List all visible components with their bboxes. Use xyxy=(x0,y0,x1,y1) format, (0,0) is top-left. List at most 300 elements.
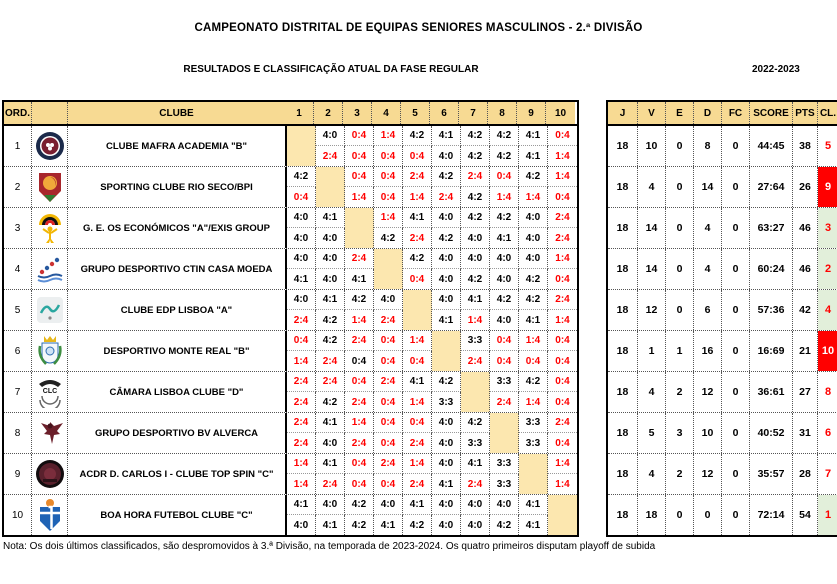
stat-cell-score: 63:27 xyxy=(750,208,793,248)
stat-cell-d: 12 xyxy=(694,454,722,494)
club-row xyxy=(4,453,577,494)
result-cell: 2:4 xyxy=(287,372,316,392)
result-cell: 0:4 xyxy=(374,146,403,166)
ord-cell: 5 xyxy=(4,290,32,330)
result-cell: 2:4 xyxy=(403,474,432,494)
result-cell: 4:2 xyxy=(374,228,403,248)
header-cell-round-5: 5 xyxy=(401,102,430,124)
result-cell: 2:4 xyxy=(374,372,403,392)
result-cell: 2:4 xyxy=(548,413,577,433)
result-cell: 2:4 xyxy=(461,167,490,187)
header-cell-e: E xyxy=(666,102,694,124)
stat-cell-e: 2 xyxy=(666,454,694,494)
result-cell: 2:4 xyxy=(374,310,403,330)
results-grid xyxy=(285,331,577,371)
result-cell: 1:4 xyxy=(548,249,577,269)
club-row xyxy=(4,248,577,289)
club-row xyxy=(4,126,577,166)
classification-row xyxy=(608,330,837,371)
result-cell: 1:4 xyxy=(555,478,570,490)
result-cell: 4:0 xyxy=(432,495,461,515)
result-cell: 0:4 xyxy=(555,191,570,203)
club-row xyxy=(4,412,577,453)
diagonal-cell xyxy=(461,372,490,412)
stat-cell-score: 16:69 xyxy=(750,331,793,371)
result-cell: 4:1 xyxy=(461,290,490,310)
result-cell: 0:4 xyxy=(345,126,374,146)
result-cell: 0:4 xyxy=(490,351,519,371)
result-cell: 4:0 xyxy=(287,290,316,310)
result-cell: 4:0 xyxy=(374,495,403,515)
header-cell-cl: CL. xyxy=(818,102,837,124)
stat-cell-e: 0 xyxy=(666,208,694,248)
classification-cell: 6 xyxy=(824,427,832,439)
result-cell: 2:4 xyxy=(555,232,570,244)
result-cell: 1:4 xyxy=(555,314,570,326)
stat-cell-v: 18 xyxy=(638,495,666,535)
result-cell: 4:1 xyxy=(345,269,374,289)
stat-cell-j: 18 xyxy=(608,290,638,330)
result-cell: 4:2 xyxy=(490,515,519,535)
result-cell: 4:1 xyxy=(519,495,548,515)
header-cell-round-7: 7 xyxy=(459,102,488,124)
stat-cell-j: 18 xyxy=(608,372,638,412)
club-name-cell: BOA HORA FUTEBOL CLUBE "C" xyxy=(100,509,253,521)
result-cell: 3:3 xyxy=(490,454,519,474)
result-cell: 2:4 xyxy=(345,392,374,412)
result-cell: 0:4 xyxy=(403,269,432,289)
results-grid xyxy=(285,413,577,453)
result-cell: 2:4 xyxy=(548,208,577,228)
club-crest-icon xyxy=(32,331,68,371)
header-cell-pts: PTS xyxy=(793,102,818,124)
result-cell: 4:2 xyxy=(519,167,548,187)
result-cell: 1:4 xyxy=(548,454,577,474)
result-cell: 4:0 xyxy=(432,515,461,535)
result-cell: 0:4 xyxy=(519,351,548,371)
header-cell-round-8: 8 xyxy=(488,102,517,124)
club-row xyxy=(4,166,577,207)
results-table xyxy=(2,100,579,537)
result-cell: 1:4 xyxy=(403,392,432,412)
club-row xyxy=(4,494,577,535)
result-cell: 1:4 xyxy=(287,474,316,494)
result-cell: 0:4 xyxy=(345,167,374,187)
diagonal-cell xyxy=(490,413,519,453)
classification-cell: 3 xyxy=(818,208,837,248)
ord-cell: 4 xyxy=(4,249,32,289)
result-cell: 2:4 xyxy=(432,187,461,207)
classification-cell: 5 xyxy=(824,140,832,152)
result-cell: 0:4 xyxy=(555,355,570,367)
club-name-cell: GRUPO DESPORTIVO CTIN CASA MOEDA xyxy=(80,263,273,275)
classification-cell: 10 xyxy=(818,331,837,371)
result-cell: 3:3 xyxy=(461,331,490,351)
result-cell: 2:4 xyxy=(345,433,374,453)
classification-table xyxy=(606,100,837,537)
stat-cell-score: 40:52 xyxy=(750,413,793,453)
footnote: Nota: Os dois últimos classificados, são despromovidos à 3.ª Divisão, na temporada de 2023-2024. Os quatro primeiros disputam playoff de subida xyxy=(3,541,656,552)
result-cell: 1:4 xyxy=(555,150,570,162)
result-cell: 4:2 xyxy=(461,208,490,228)
result-cell: 4:1 xyxy=(519,146,548,166)
result-cell: 0:4 xyxy=(403,413,432,433)
stat-cell-score: 27:64 xyxy=(750,167,793,207)
diagonal-cell xyxy=(519,454,548,494)
stat-cell-j: 18 xyxy=(608,208,638,248)
club-name-cell: SPORTING CLUBE RIO SECO/BPI xyxy=(100,181,253,193)
result-cell: 2:4 xyxy=(287,392,316,412)
result-cell: 0:4 xyxy=(490,331,519,351)
classification-row xyxy=(608,289,837,330)
result-cell: 1:4 xyxy=(345,413,374,433)
result-cell: 4:2 xyxy=(490,208,519,228)
diagonal-cell xyxy=(287,126,316,166)
result-cell: 4:0 xyxy=(519,208,548,228)
result-cell: 0:4 xyxy=(490,167,519,187)
result-cell: 4:0 xyxy=(316,433,345,453)
club-crest-icon xyxy=(32,290,68,330)
result-cell: 2:4 xyxy=(374,454,403,474)
result-cell: 2:4 xyxy=(403,167,432,187)
result-cell: 4:0 xyxy=(519,249,548,269)
header-cell-round-4: 4 xyxy=(372,102,401,124)
result-cell: 0:4 xyxy=(374,413,403,433)
stat-cell-d: 10 xyxy=(694,413,722,453)
result-cell: 4:1 xyxy=(490,228,519,248)
stat-cell-fc: 0 xyxy=(722,413,750,453)
classification-cell: 4 xyxy=(818,290,837,330)
result-cell: 0:4 xyxy=(287,187,316,207)
result-cell: 4:2 xyxy=(345,290,374,310)
ord-cell: 9 xyxy=(4,454,32,494)
result-cell: 4:0 xyxy=(316,249,345,269)
result-cell: 2:4 xyxy=(403,433,432,453)
result-cell: 4:2 xyxy=(432,372,461,392)
result-cell: 4:1 xyxy=(374,515,403,535)
result-cell: 1:4 xyxy=(519,392,548,412)
result-cell: 4:0 xyxy=(432,249,461,269)
result-cell: 4:1 xyxy=(316,208,345,228)
result-cell: 4:1 xyxy=(432,126,461,146)
results-grid xyxy=(285,249,577,289)
result-cell: 1:4 xyxy=(403,331,432,351)
result-cell: 4:1 xyxy=(316,515,345,535)
result-cell: 0:4 xyxy=(345,474,374,494)
ord-cell: 2 xyxy=(4,167,32,207)
classification-cell: 1 xyxy=(818,495,837,535)
stat-cell-pts: 46 xyxy=(793,208,818,248)
club-name-cell: CLUBE EDP LISBOA "A" xyxy=(120,304,233,316)
stat-cell-j: 18 xyxy=(608,167,638,207)
result-cell: 0:4 xyxy=(345,372,374,392)
result-cell: 2:4 xyxy=(461,474,490,494)
stat-cell-pts: 46 xyxy=(793,249,818,289)
results-grid xyxy=(285,208,577,248)
ord-cell: 7 xyxy=(4,372,32,412)
result-cell: 0:4 xyxy=(403,146,432,166)
classification-row xyxy=(608,412,837,453)
result-cell: 0:4 xyxy=(403,351,432,371)
result-cell: 0:4 xyxy=(555,273,570,285)
stat-cell-score: 35:57 xyxy=(750,454,793,494)
result-cell: 0:4 xyxy=(548,126,577,146)
classification-cell: 2 xyxy=(818,249,837,289)
stat-cell-score: 36:61 xyxy=(750,372,793,412)
club-crest-icon xyxy=(32,495,68,535)
result-cell: 4:1 xyxy=(519,126,548,146)
diagonal-cell xyxy=(345,208,374,248)
stat-cell-j: 18 xyxy=(608,495,638,535)
result-cell: 2:4 xyxy=(490,392,519,412)
classification-row xyxy=(608,248,837,289)
header-cell-logo-spacer xyxy=(32,102,68,124)
result-cell: 1:4 xyxy=(490,187,519,207)
result-cell: 1:4 xyxy=(287,454,316,474)
club-crest-icon xyxy=(32,249,68,289)
classification-row xyxy=(608,126,837,166)
result-cell: 4:2 xyxy=(519,290,548,310)
classification-cell: 8 xyxy=(824,386,832,398)
diagonal-cell xyxy=(374,249,403,289)
result-cell: 4:0 xyxy=(432,208,461,228)
club-name-cell: DESPORTIVO MONTE REAL "B" xyxy=(103,345,250,357)
result-cell: 4:0 xyxy=(316,495,345,515)
header-cell-round-6: 6 xyxy=(430,102,459,124)
results-grid xyxy=(285,290,577,330)
result-cell: 0:4 xyxy=(345,454,374,474)
stat-cell-v: 4 xyxy=(638,372,666,412)
results-grid xyxy=(285,454,577,494)
header-cell-round-9: 9 xyxy=(517,102,546,124)
result-cell: 2:4 xyxy=(316,146,345,166)
stat-cell-e: 2 xyxy=(666,372,694,412)
stat-cell-fc: 0 xyxy=(722,249,750,289)
result-cell: 2:4 xyxy=(548,290,577,310)
header-cell-round-2: 2 xyxy=(314,102,343,124)
result-cell: 4:1 xyxy=(461,454,490,474)
stat-cell-v: 4 xyxy=(638,167,666,207)
result-cell: 4:0 xyxy=(287,515,316,535)
result-cell: 0:4 xyxy=(555,396,570,408)
stat-cell-fc: 0 xyxy=(722,126,750,166)
result-cell: 4:1 xyxy=(316,290,345,310)
result-cell: 0:4 xyxy=(345,146,374,166)
result-cell: 3:3 xyxy=(519,433,548,453)
result-cell: 0:4 xyxy=(548,331,577,351)
result-cell: 4:2 xyxy=(403,126,432,146)
result-cell: 1:4 xyxy=(519,187,548,207)
header-cell-round-1: 1 xyxy=(285,102,314,124)
ord-cell: 1 xyxy=(4,126,32,166)
result-cell: 2:4 xyxy=(461,351,490,371)
result-cell: 1:4 xyxy=(403,187,432,207)
result-cell: 3:3 xyxy=(461,433,490,453)
stat-cell-d: 12 xyxy=(694,372,722,412)
result-cell: 4:0 xyxy=(287,249,316,269)
result-cell: 2:4 xyxy=(316,351,345,371)
club-name-cell: ACDR D. CARLOS I - CLUBE TOP SPIN "C" xyxy=(79,468,274,480)
result-cell: 4:0 xyxy=(316,126,345,146)
classification-cell: 9 xyxy=(818,167,837,207)
result-cell: 4:2 xyxy=(461,269,490,289)
result-cell: 4:1 xyxy=(519,310,548,330)
header-cell-score: SCORE xyxy=(750,102,793,124)
stat-cell-v: 1 xyxy=(638,331,666,371)
stat-cell-e: 3 xyxy=(666,413,694,453)
results-grid xyxy=(285,372,577,412)
stat-cell-d: 16 xyxy=(694,331,722,371)
stat-cell-e: 0 xyxy=(666,167,694,207)
result-cell: 4:2 xyxy=(345,495,374,515)
result-cell: 4:2 xyxy=(403,249,432,269)
result-cell: 2:4 xyxy=(403,228,432,248)
result-cell: 0:4 xyxy=(555,437,570,449)
result-cell: 0:4 xyxy=(374,187,403,207)
stat-cell-j: 18 xyxy=(608,331,638,371)
result-cell: 4:2 xyxy=(345,515,374,535)
result-cell: 4:0 xyxy=(316,269,345,289)
result-cell: 4:0 xyxy=(432,290,461,310)
stat-cell-d: 6 xyxy=(694,290,722,330)
stat-cell-e: 0 xyxy=(666,495,694,535)
header-cell-d: D xyxy=(694,102,722,124)
result-cell: 2:4 xyxy=(287,433,316,453)
header-cell-round-10: 10 xyxy=(546,102,575,124)
stat-cell-e: 0 xyxy=(666,126,694,166)
result-cell: 4:2 xyxy=(287,167,316,187)
result-cell: 2:4 xyxy=(316,372,345,392)
result-cell: 4:2 xyxy=(490,126,519,146)
header-cell-clube: CLUBE xyxy=(68,102,285,124)
results-header-row xyxy=(4,102,577,126)
season-label: 2022-2023 xyxy=(752,64,800,75)
club-crest-icon xyxy=(32,413,68,453)
result-cell: 4:1 xyxy=(287,495,316,515)
result-cell: 2:4 xyxy=(316,474,345,494)
result-cell: 4:0 xyxy=(461,515,490,535)
result-cell: 4:2 xyxy=(432,228,461,248)
result-cell: 1:4 xyxy=(374,126,403,146)
result-cell: 3:3 xyxy=(490,474,519,494)
result-cell: 0:4 xyxy=(374,351,403,371)
result-cell: 1:4 xyxy=(461,310,490,330)
ord-cell: 6 xyxy=(4,331,32,371)
result-cell: 4:0 xyxy=(432,454,461,474)
result-cell: 4:1 xyxy=(432,474,461,494)
stat-cell-pts: 28 xyxy=(793,454,818,494)
result-cell: 4:2 xyxy=(519,372,548,392)
classification-row xyxy=(608,207,837,248)
result-cell: 4:0 xyxy=(432,146,461,166)
club-name-cell: CÂMARA LISBOA CLUBE "D" xyxy=(109,386,244,398)
diagonal-cell xyxy=(548,495,577,535)
svg-text:CLC: CLC xyxy=(42,388,57,395)
result-cell: 4:2 xyxy=(316,392,345,412)
stat-cell-v: 12 xyxy=(638,290,666,330)
stat-cell-score: 44:45 xyxy=(750,126,793,166)
stat-cell-j: 18 xyxy=(608,413,638,453)
result-cell: 1:4 xyxy=(374,208,403,228)
stat-cell-pts: 21 xyxy=(793,331,818,371)
result-cell: 2:4 xyxy=(345,249,374,269)
stat-cell-e: 1 xyxy=(666,331,694,371)
stat-cell-j: 18 xyxy=(608,249,638,289)
result-cell: 1:4 xyxy=(519,331,548,351)
results-grid xyxy=(285,167,577,207)
result-cell: 4:1 xyxy=(316,454,345,474)
classification-header-row xyxy=(608,102,837,126)
page-subtitle: RESULTADOS E CLASSIFICAÇÃO ATUAL DA FASE REGULAR xyxy=(183,64,479,75)
club-row xyxy=(4,207,577,248)
result-cell: 4:1 xyxy=(287,269,316,289)
result-cell: 0:4 xyxy=(374,433,403,453)
stat-cell-fc: 0 xyxy=(722,495,750,535)
diagonal-cell xyxy=(432,331,461,371)
result-cell: 4:0 xyxy=(490,495,519,515)
stat-cell-d: 4 xyxy=(694,208,722,248)
result-cell: 4:0 xyxy=(316,228,345,248)
result-cell: 4:1 xyxy=(316,413,345,433)
result-cell: 4:0 xyxy=(490,249,519,269)
ord-cell: 3 xyxy=(4,208,32,248)
club-crest-icon xyxy=(32,454,68,494)
club-name-cell: G. E. OS ECONÓMICOS "A"/EXIS GROUP xyxy=(83,222,270,234)
result-cell: 4:2 xyxy=(490,290,519,310)
club-row xyxy=(4,371,577,412)
stat-cell-v: 14 xyxy=(638,208,666,248)
stat-cell-d: 0 xyxy=(694,495,722,535)
stat-cell-fc: 0 xyxy=(722,454,750,494)
diagonal-cell xyxy=(403,290,432,330)
result-cell: 4:0 xyxy=(461,249,490,269)
ord-cell: 10 xyxy=(4,495,32,535)
stat-cell-d: 4 xyxy=(694,249,722,289)
stat-cell-pts: 54 xyxy=(793,495,818,535)
stat-cell-pts: 42 xyxy=(793,290,818,330)
stat-cell-j: 18 xyxy=(608,126,638,166)
stat-cell-fc: 0 xyxy=(722,167,750,207)
stat-cell-fc: 0 xyxy=(722,331,750,371)
classification-row xyxy=(608,453,837,494)
result-cell: 4:2 xyxy=(316,310,345,330)
result-cell: 1:4 xyxy=(287,351,316,371)
result-cell: 4:2 xyxy=(461,146,490,166)
stat-cell-v: 14 xyxy=(638,249,666,289)
result-cell: 4:0 xyxy=(432,433,461,453)
result-cell: 4:2 xyxy=(519,269,548,289)
result-cell: 3:3 xyxy=(432,392,461,412)
result-cell: 4:2 xyxy=(403,515,432,535)
result-cell: 0:4 xyxy=(374,392,403,412)
result-cell: 4:0 xyxy=(287,228,316,248)
header-cell-ord: ORD. xyxy=(4,102,32,124)
classification-row xyxy=(608,166,837,207)
stat-cell-pts: 38 xyxy=(793,126,818,166)
result-cell: 0:4 xyxy=(374,167,403,187)
result-cell: 4:2 xyxy=(432,167,461,187)
result-cell: 1:4 xyxy=(403,454,432,474)
stat-cell-d: 14 xyxy=(694,167,722,207)
stat-cell-v: 10 xyxy=(638,126,666,166)
page-title: CAMPEONATO DISTRITAL DE EQUIPAS SENIORES MASCULINOS - 2.ª DIVISÃO xyxy=(194,22,643,34)
result-cell: 4:1 xyxy=(403,372,432,392)
result-cell: 4:2 xyxy=(461,413,490,433)
result-cell: 4:2 xyxy=(490,146,519,166)
result-cell: 2:4 xyxy=(345,331,374,351)
result-cell: 4:0 xyxy=(461,228,490,248)
header-cell-round-3: 3 xyxy=(343,102,372,124)
